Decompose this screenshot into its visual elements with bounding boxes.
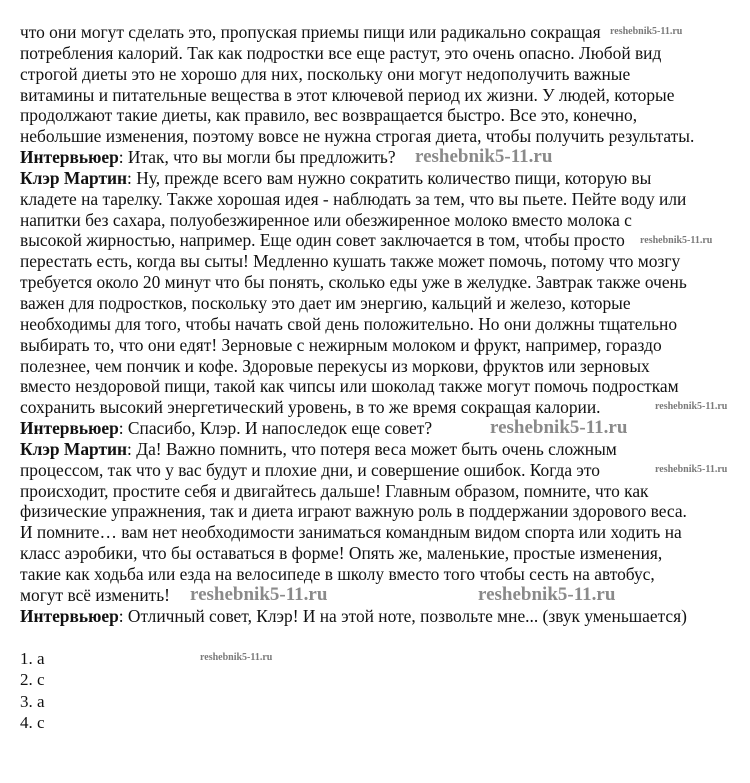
text-line: потребления калорий. Так как подростки все еще растут, это очень опасно. Любой вид <box>20 42 662 63</box>
text-line: происходит, простите себя и двигайтесь дальше! Главным образом, помните, что как <box>20 480 649 501</box>
text-line: И помните… вам нет необходимости заниматься командным видом спорта или ходить на <box>20 522 682 543</box>
watermark: reshebnik5-11.ru <box>478 584 616 605</box>
speech: : Спасибо, Клэр. И напоследок еще совет? <box>118 418 433 439</box>
answer-item: 3. a <box>20 691 45 711</box>
watermark: reshebnik5-11.ru <box>640 234 713 246</box>
text-line: что они могут сделать это, пропуская приемы пищи или радикально сокращая <box>20 22 601 42</box>
document-text <box>20 22 694 626</box>
watermark: reshebnik5-11.ru <box>490 417 628 439</box>
text-line: полезнее, чем пончик и кофе. Здоровые перекусы из моркови, фруктов или зерновых <box>20 355 650 376</box>
text-line: класс аэробики, что бы оставаться в форме! Опять же, маленькие, простые изменения, <box>20 543 663 564</box>
answer-list <box>20 648 45 733</box>
speaker-name: Клэр Мартин <box>20 167 128 188</box>
speech: : Ну, прежде всего вам нужно сократить количество пищи, которую вы <box>127 167 652 188</box>
text-line: сохранить высокий энергетический уровень, в то же время сокращая калории. <box>20 397 601 418</box>
answer-item: 4. c <box>20 712 45 732</box>
watermark: reshebnik5-11.ru <box>190 584 328 605</box>
text-line: вместо нездоровой пищи, такой как чипсы или шоколад также могут помочь подросткам <box>20 376 679 397</box>
dialogue-line <box>20 168 694 189</box>
dialogue-line <box>20 439 694 460</box>
text-line: процессом, так что у вас будут и плохие дни, и совершение ошибок. Когда это <box>20 459 600 480</box>
watermark: reshebnik5-11.ru <box>200 652 273 663</box>
text-line: выбирать то, что они едят! Зерновые с нежирным молоком и фрукт, например, гораздо <box>20 334 662 355</box>
watermark: reshebnik5-11.ru <box>655 401 728 412</box>
text-line: перестать есть, когда вы сыты! Медленно кушать также может помочь, потому что мозгу <box>20 251 681 272</box>
text-line: физические упражнения, так и диета играют важную роль в поддержании здорового веса. <box>20 501 687 522</box>
text-line: важен для подростков, поскольку это дает им энергию, кальций и железо, которые <box>20 292 631 313</box>
text-line: напитки без сахара, полуобезжиренное или обезжиренное молоко вместо молока с <box>20 209 632 230</box>
text-line: небольшие изменения, поэтому вовсе не нужна строгая диета, чтобы получить результаты. <box>20 126 695 147</box>
text-line: необходимы для того, чтобы начать свой день положительно. Но они должны тщательно <box>20 313 678 334</box>
speaker-name: Интервьюер <box>20 418 119 439</box>
text-line: высокой жирностью, например. Еще один совет заключается в том, чтобы просто <box>20 230 625 251</box>
speech: : Да! Важно помнить, что потеря веса может быть очень сложным <box>127 438 617 459</box>
watermark: reshebnik5-11.ru <box>415 146 553 168</box>
text-line: требуется около 20 минут что бы понять, сколько еды уже в желудке. Завтрак также очень <box>20 272 687 293</box>
speaker-name: Интервьюер <box>20 147 119 168</box>
watermark: reshebnik5-11.ru <box>655 463 728 475</box>
text-line: могут всё изменить! <box>20 584 170 605</box>
answer-item: 1. a <box>20 649 45 668</box>
text-line: такие как ходьба или езда на велосипеде в школу вместо того чтобы сесть на автобус, <box>20 563 655 584</box>
speaker-name: Интервьюер <box>20 605 119 626</box>
answer-item: 2. c <box>20 670 45 690</box>
text-line: продолжают такие диеты, как правило, вес возвращается быстро. Все это, конечно, <box>20 105 638 126</box>
text-line: витамины и питательные вещества в этот ключевой период их жизни. У людей, которые <box>20 84 675 105</box>
text-line: кладете на тарелку. Также хорошая идея - наблюдать за тем, что вы пьете. Пейте воду или <box>20 188 687 209</box>
speech: : Итак, что вы могли бы предложить? <box>118 147 396 168</box>
watermark: reshebnik5-11.ru <box>610 26 683 37</box>
speaker-name: Клэр Мартин <box>20 438 128 459</box>
dialogue-line <box>20 606 694 627</box>
speech: : Отличный совет, Клэр! И на этой ноте, позвольте мне... (звук уменьшается) <box>118 605 687 626</box>
dialogue-line <box>20 147 694 168</box>
text-line: строгой диеты это не хорошо для них, поскольку они могут недополучить важные <box>20 63 631 84</box>
